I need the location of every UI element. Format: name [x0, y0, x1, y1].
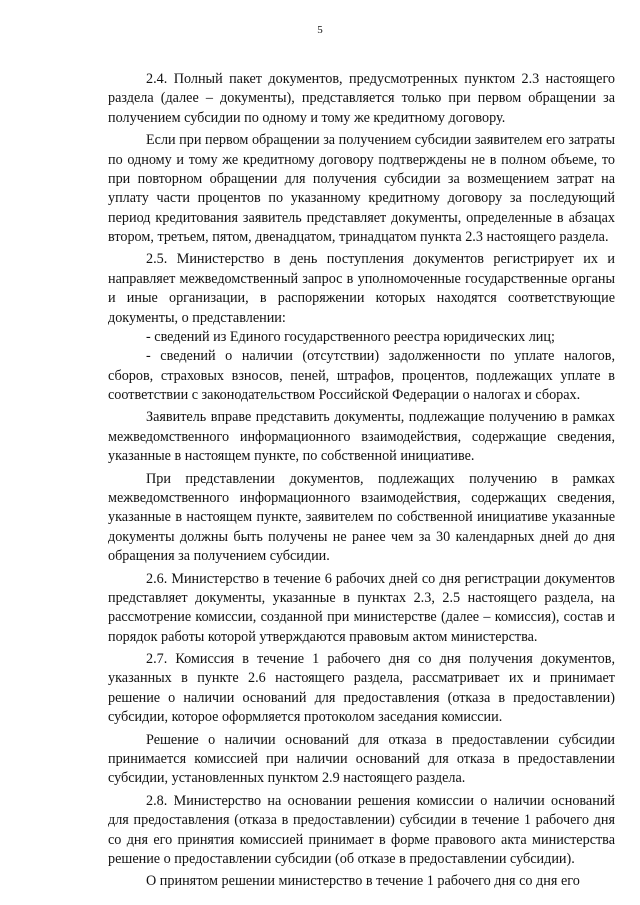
list-item-egrul: - сведений из Единого государственного реестра юридических лиц;	[146, 328, 555, 345]
paragraph-refusal-decision: Решение о наличии оснований для отказа в предоставлении субсидии принимается комиссией при наличии оснований для отказа в предоставлении субсидии, установленных пунктом 2.9 настоящего раздела.	[108, 731, 615, 787]
paragraph-30-days: При представлении документов, подлежащих получению в рамках межведомственного информационного взаимодействия, содержащих сведения, указанные в настоящем пункте, заявителем по собственной инициативе указанные документы должны быть получены не ранее чем за 30 календарных дней до дня обращения за получением субсидии.	[108, 470, 615, 564]
document-body	[108, 70, 615, 892]
paragraph-notification: О принятом решении министерство в течение 1 рабочего дня со дня его	[146, 873, 580, 890]
paragraph-repeat-request: Если при первом обращении за получением субсидии заявителем его затраты по одному и тому же кредитному договору подтверждены не в полном объеме, то при повторном обращении для получения субсидии за возмещением затрат на уплату части процентов по указанному кредитному договору за последующий период кредитования заявитель представляет документы, определенные в абзацах втором, третьем, пятом, двенадцатом, тринадцатом пункта 2.3 настоящего раздела.	[108, 132, 616, 245]
paragraph-2-7: 2.7. Комиссия в течение 1 рабочего дня со дня получения документов, указанных в пункте 2.6 настоящего раздела, рассматривает их и принимает решение о наличии оснований для предоставления (отказа в предоставлении) субсидии, которое оформляется протоколом заседания комиссии.	[108, 651, 615, 726]
paragraph-own-initiative: Заявитель вправе представить документы, подлежащие получению в рамках межведомственного информационного взаимодействия, содержащие сведения, указанные в настоящем пункте, по собственной инициативе.	[108, 409, 615, 465]
page-number: 5	[317, 24, 323, 36]
paragraph-2-4: 2.4. Полный пакет документов, предусмотренных пунктом 2.3 настоящего раздела (далее – документы), представляется только при первом обращении за получением субсидии по одному и тому же кредитному договору.	[108, 71, 615, 126]
paragraph-2-5: 2.5. Министерство в день поступления документов регистрирует их и направляет межведомственный запрос в уполномоченные государственные органы и иные организации, в распоряжении которых находятся соответствующие документы, о представлении:	[108, 251, 615, 326]
paragraph-2-8: 2.8. Министерство на основании решения комиссии о наличии оснований для предоставления (отказа в предоставлении) субсидии в течение 1 рабочего дня со дня его принятия комиссией принимает в форме правового акта министерства решение о предоставлении субсидии (об отказе в предоставлении субсидии).	[108, 792, 615, 867]
list-item-tax-debt: - сведений о наличии (отсутствии) задолженности по уплате налогов, сборов, страховых взносов, пеней, штрафов, процентов, подлежащих уплате в соответствии с законодательством Российской Федерации о налогах и сборах.	[108, 348, 615, 403]
paragraph-2-6: 2.6. Министерство в течение 6 рабочих дней со дня регистрации документов представляет документы, указанные в пунктах 2.3, 2.5 настоящего раздела, на рассмотрение комиссии, созданной при министерстве (далее – комиссия), состав и порядок работы которой утверждаются правовым актом министерства.	[108, 570, 615, 645]
